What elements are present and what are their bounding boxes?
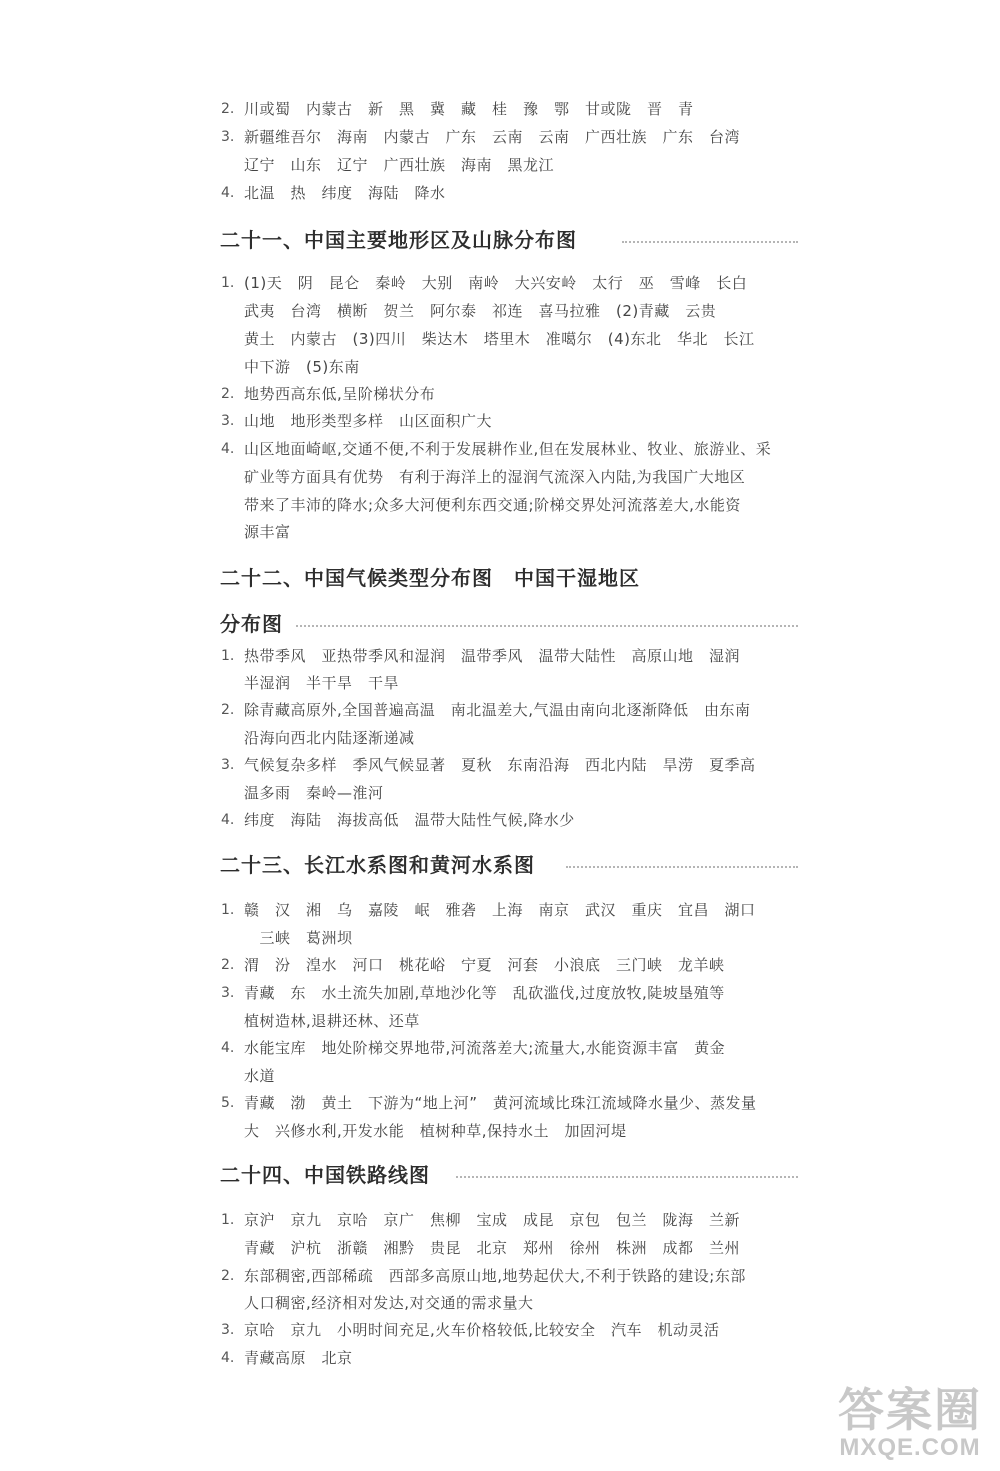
answer-line: 温多雨 秦岭—淮河 xyxy=(244,784,384,802)
answer-line: (1)天 阴 昆仑 秦岭 大别 南岭 大兴安岭 太行 巫 雪峰 长白 xyxy=(244,274,748,292)
q-number: 2. xyxy=(221,386,235,402)
answer-line: 人口稠密,经济相对发达,对交通的需求量大 xyxy=(244,1294,534,1312)
q-number: 3. xyxy=(221,985,235,1001)
answer-line: 源丰富 xyxy=(244,523,291,541)
answer-line: 三峡 葛洲坝 xyxy=(244,929,353,947)
heading-rule xyxy=(296,625,798,627)
answer-line: 带来了丰沛的降水;众多大河便利东西交通;阶梯交界处河流落差大,水能资 xyxy=(244,496,741,514)
answer-line: 青藏 渤 黄土 下游为“地上河” 黄河流域比珠江流域降水量少、蒸发量 xyxy=(244,1094,757,1112)
answer-line: 热带季风 亚热带季风和湿润 温带季风 温带大陆性 高原山地 湿润 xyxy=(244,647,741,665)
q-number: 3. xyxy=(221,757,235,773)
section-heading: 二十四、中国铁路线图 xyxy=(220,1163,430,1187)
q-number: 2. xyxy=(221,702,235,718)
answer-line: 京沪 京九 京哈 京广 焦柳 宝成 成昆 京包 包兰 陇海 兰新 xyxy=(244,1211,741,1229)
answer-line: 赣 汉 湘 乌 嘉陵 岷 雅砻 上海 南京 武汉 重庆 宜昌 湖口 xyxy=(244,901,756,919)
answer-line: 京哈 京九 小明时间充足,火车价格较低,比较安全 汽车 机动灵活 xyxy=(244,1321,720,1339)
answer-line: 半湿润 半干旱 干旱 xyxy=(244,674,400,692)
q-number: 2. xyxy=(221,957,235,973)
q-number: 2. xyxy=(221,101,235,117)
section-heading-continued: 分布图 xyxy=(220,612,283,636)
q-number: 4. xyxy=(221,185,235,201)
q-number: 4. xyxy=(221,1040,235,1056)
q-number: 4. xyxy=(221,812,235,828)
q-number: 1. xyxy=(221,1212,235,1228)
q-number: 4. xyxy=(221,441,235,457)
watermark-logo xyxy=(838,1385,982,1461)
answer-line: 青藏 沪杭 浙赣 湘黔 贵昆 北京 郑州 徐州 株洲 成都 兰州 xyxy=(244,1239,741,1257)
answer-line: 北温 热 纬度 海陆 降水 xyxy=(244,184,446,202)
answer-line: 植树造林,退耕还林、还草 xyxy=(244,1012,420,1030)
q-number: 3. xyxy=(221,413,235,429)
answer-line: 气候复杂多样 季风气候显著 夏秋 东南沿海 西北内陆 旱涝 夏季高 xyxy=(244,756,756,774)
q-number: 4. xyxy=(221,1350,235,1366)
heading-rule xyxy=(622,241,798,243)
answer-line: 矿业等方面具有优势 有利于海洋上的湿润气流深入内陆,为我国广大地区 xyxy=(244,468,746,486)
section-heading: 二十一、中国主要地形区及山脉分布图 xyxy=(220,228,577,252)
q-number: 1. xyxy=(221,275,235,291)
answer-line: 渭 汾 湟水 河口 桃花峪 宁夏 河套 小浪底 三门峡 龙羊峡 xyxy=(244,956,725,974)
answer-line: 水道 xyxy=(244,1067,276,1085)
q-number: 5. xyxy=(221,1095,235,1111)
watermark-url: MXQE.COM xyxy=(839,1434,981,1461)
answer-line: 新疆维吾尔 海南 内蒙古 广东 云南 云南 广西壮族 广东 台湾 xyxy=(244,128,741,146)
q-number: 3. xyxy=(221,129,235,145)
answer-line: 山地 地形类型多样 山区面积广大 xyxy=(244,412,493,430)
answer-line: 地势西高东低,呈阶梯状分布 xyxy=(244,385,436,403)
answer-line: 大 兴修水利,开发水能 植树种草,保持水土 加固河堤 xyxy=(244,1122,627,1140)
answer-line: 山区地面崎岖,交通不便,不利于发展耕作业,但在发展林业、牧业、旅游业、采 xyxy=(244,440,772,458)
section-heading: 二十三、长江水系图和黄河水系图 xyxy=(220,853,535,877)
answer-line: 武夷 台湾 横断 贺兰 阿尔泰 祁连 喜马拉雅 (2)青藏 云贵 xyxy=(244,302,717,320)
q-number: 1. xyxy=(221,648,235,664)
answer-line: 青藏高原 北京 xyxy=(244,1349,353,1367)
answer-line: 沿海向西北内陆逐渐递减 xyxy=(244,729,415,747)
q-number: 3. xyxy=(221,1322,235,1338)
answer-line: 水能宝库 地处阶梯交界地带,河流落差大;流量大,水能资源丰富 黄金 xyxy=(244,1039,726,1057)
heading-rule xyxy=(456,1176,798,1178)
answer-line: 东部稠密,西部稀疏 西部多高原山地,地势起伏大,不利于铁路的建设;东部 xyxy=(244,1267,746,1285)
answer-line: 辽宁 山东 辽宁 广西壮族 海南 黑龙江 xyxy=(244,156,555,174)
answer-line: 青藏 东 水土流失加剧,草地沙化等 乱砍滥伐,过度放牧,陡坡垦殖等 xyxy=(244,984,725,1002)
answer-line: 川或蜀 内蒙古 新 黑 冀 藏 桂 豫 鄂 甘或陇 晋 青 xyxy=(244,100,694,118)
heading-rule xyxy=(566,866,798,868)
answer-line: 黄土 内蒙古 (3)四川 柴达木 塔里木 准噶尔 (4)东北 华北 长江 xyxy=(244,330,755,348)
watermark-title: 答案圈 xyxy=(838,1383,982,1437)
answer-line: 除青藏高原外,全国普遍高温 南北温差大,气温由南向北逐渐降低 由东南 xyxy=(244,701,751,719)
q-number: 2. xyxy=(221,1268,235,1284)
answer-line: 纬度 海陆 海拔高低 温带大陆性气候,降水少 xyxy=(244,811,575,829)
section-heading: 二十二、中国气候类型分布图 中国干湿地区 xyxy=(220,566,640,590)
answer-line: 中下游 (5)东南 xyxy=(244,358,360,376)
q-number: 1. xyxy=(221,902,235,918)
